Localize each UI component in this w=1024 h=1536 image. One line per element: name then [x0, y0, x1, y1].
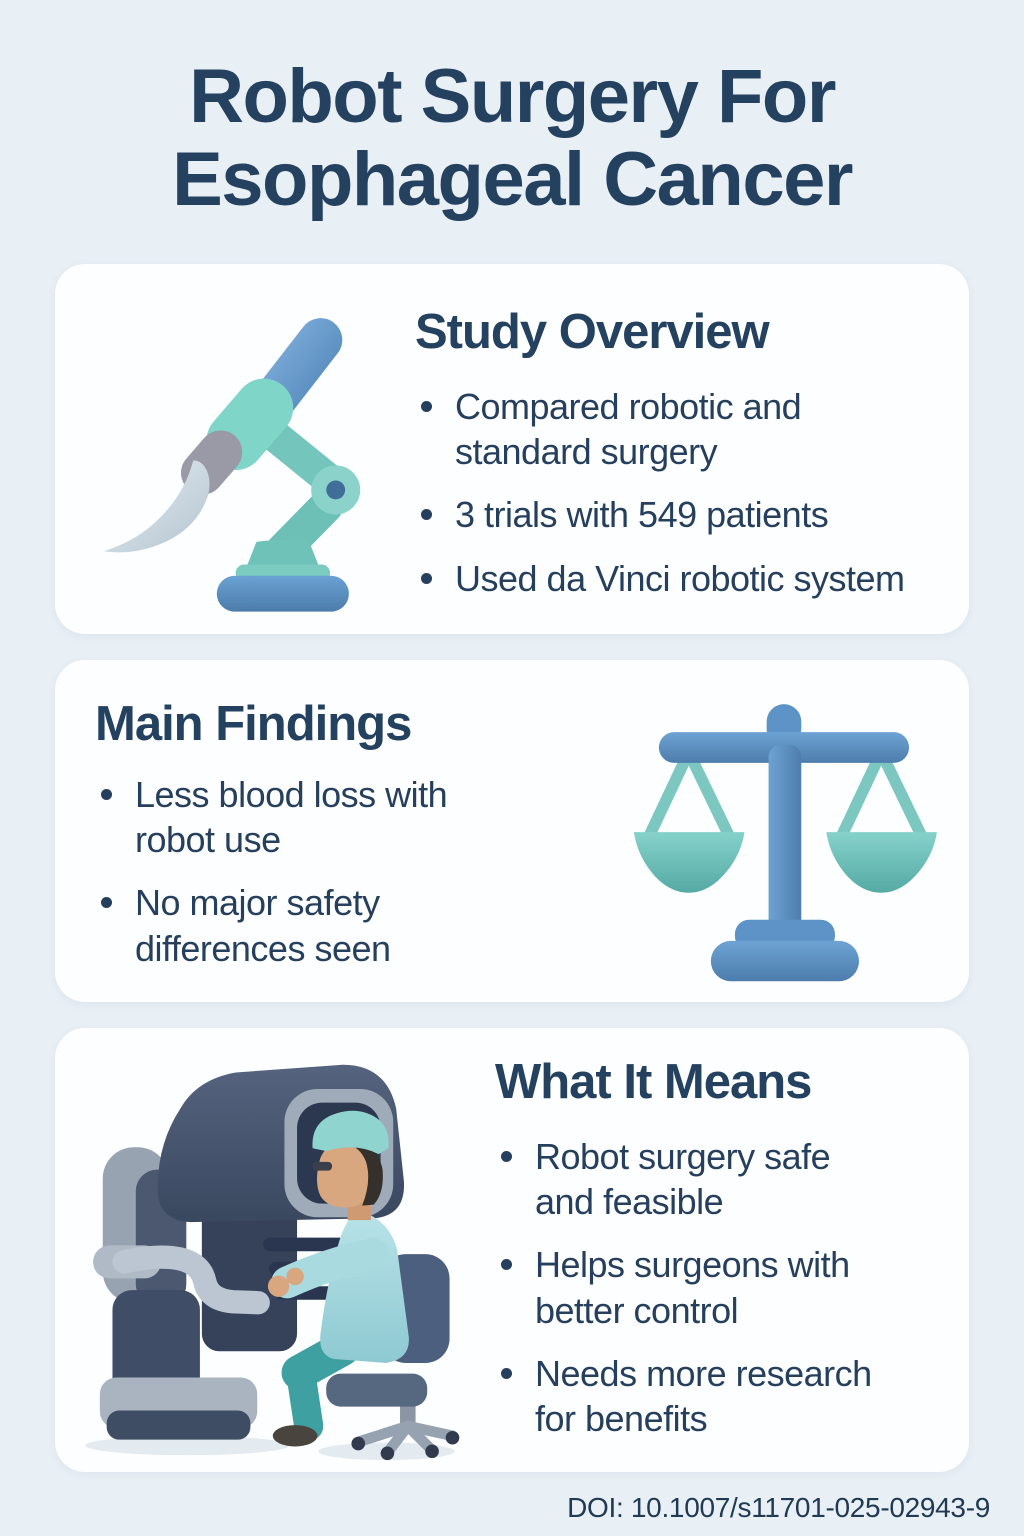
card-what-it-means-illustration	[55, 1028, 475, 1472]
bullet-item: No major safety differences seen	[95, 880, 530, 971]
balance-scale-icon	[605, 677, 961, 995]
bullet-item: Robot surgery safe and feasible	[495, 1134, 895, 1225]
card-what-it-means-bullets	[495, 1134, 959, 1442]
card-study-overview-illustration	[55, 264, 405, 634]
card-study-overview-content	[405, 264, 969, 634]
card-main-findings	[55, 660, 969, 1002]
bullet-item: Used da Vinci robotic system	[415, 556, 940, 601]
bullet-item: Compared robotic and standard surgery	[415, 384, 940, 475]
card-what-it-means-heading: What It Means	[495, 1054, 812, 1109]
bullet-item: Helps surgeons with better control	[495, 1242, 895, 1333]
card-list	[55, 264, 969, 1472]
card-study-overview-bullets	[415, 384, 961, 601]
card-main-findings-bullets	[95, 772, 597, 971]
bullet-item: Less blood loss with robot use	[95, 772, 530, 863]
doi-text: DOI: 10.1007/s11701-025-02943-9	[567, 1492, 990, 1523]
card-study-overview	[55, 264, 969, 634]
bullet-item: 3 trials with 549 patients	[415, 492, 940, 537]
robotic-scalpel-arm-icon	[79, 293, 381, 617]
page-title-line2: Esophageal Cancer	[172, 136, 852, 222]
bullet-item: Needs more research for benefits	[495, 1351, 895, 1442]
surgeon-console-icon	[65, 1055, 465, 1463]
card-main-findings-heading: Main Findings	[95, 696, 412, 751]
card-main-findings-content	[55, 660, 597, 1002]
page-title	[0, 0, 1024, 222]
card-main-findings-illustration	[597, 660, 969, 1002]
card-study-overview-heading: Study Overview	[415, 304, 769, 359]
card-what-it-means-content	[475, 1028, 969, 1472]
page-title-line1: Robot Surgery For	[189, 54, 835, 139]
card-what-it-means	[55, 1028, 969, 1472]
